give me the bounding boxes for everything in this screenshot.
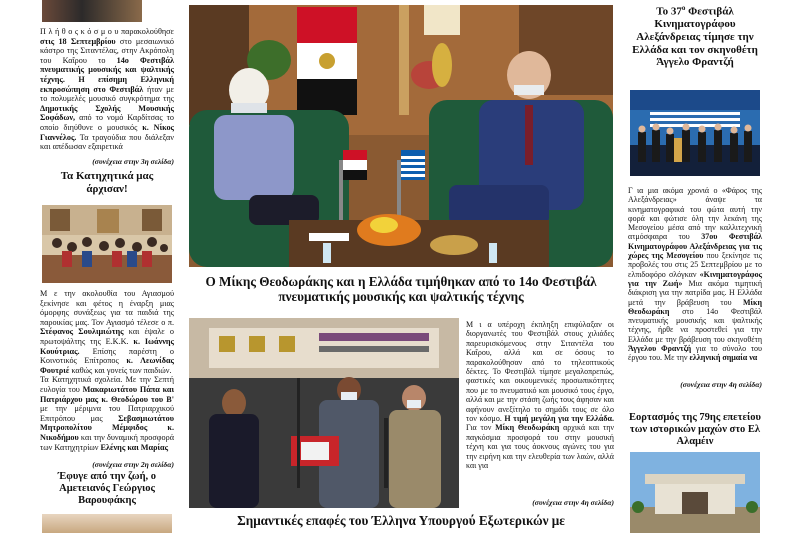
second-headline: Σημαντικές επαφές του Έλληνα Υπουργού Εξωτερικών με [237, 513, 565, 528]
award-article-text: Μ ι α υπέροχη έκπληξη επιφύλαξαν οι διοργανωτές του Φεστιβάλ στους χιλιάδες παρευρισκόμενους στην Σιταντέλα του Καΐρου, αλλά και σε όσους το παρακολούθησαν από το τηλεοπτικούς δέκτες. Το Φεστιβάλ τίμησε μεγαλοπρεπώς, φαστικές και οικουμενικές προσωπικότητες που με το πνευματικό και μουσικό τους έργο, αλλά και με την στάση ζωής τους άφησαν και αφήνουν ανεξίτηλο το σημάδι τους σε όλο τον κόσμο. Η τιμή μεγάλη για την Ελλάδα. Για τον Μίκη Θεοδωράκη αρχικά και την παγκόσμια προσφορά του στην μουσική τέχνη και για τους άοκνους αγώνες του για την ειρήνη και την ελευθερία των λαών, αλλά και για [466, 320, 615, 471]
film-festival-photo [630, 90, 760, 176]
top-left-photo [42, 0, 142, 22]
alamein-headline: Εορτασμός της 79ης επετείου των ιστορικών μαχών στο Ελ Αλαμέιν [629, 412, 761, 448]
film-festival-article-text: Γ ια μια ακόμα χρονιά ο «Φάρος της Αλεξάνδρειας» άναψε τα κινηματογραφικά του φώτα αυτή την φορά και φώτισε όλη την λεκάνη της Μεσογείου μέσα από την καλλιτεχνική ατμόσφαιρα του 37ου Φεστιβάλ Κινηματογράφου Αλεξάνδρειας για τις χώρες της Μεσογείου που ξεκίνησε τις προβολές του στις 25 Σεπτεμβρίου με το ελπιδοφόρο σλόγκαν «Κινηματογράφος για την Ζωή» Μια ακόμα τιμητική διάκριση για την πατρίδα μας. Η Ελλάδα μετά την βράβευση του Μίκη Θεοδωράκη στο 14ο Φεστιβάλ πνευματικής μουσικής και ψαλτικής τέχνης, ήρθε να προστεθεί για την Ελλάδα με την βράβευση του σκηνοθέτη Άγγελου Φραντζή για το σύνολο του έργου του. Με την ελληνική σημαία να [628, 186, 763, 363]
continuation-note: (συνέχεια στην 4η σελίδα) [680, 380, 762, 389]
festival-article-text: Π λ ή θ ο ς κ ό σ μ ο υ παρακολούθησε στις 18 Σεπτεμβρίου στο μεσαιωνικό κάστρο της Σιταντέλας, στην Ακρόπολη του Καΐρου το 14ο Φεστιβάλ πνευματικής μουσικής και ψαλτικής τέχνης. Η επίσημη Ελληνική εκπροσώπηση στο Φεστιβάλ ήταν με το πολυμελές μουσικό συγκρότημα της Δημοτικής Σχολής Μουσικής Σοφάδων, από το νομό Καρδίτσας το οποίο διηύθυνε ο μουσικός κ. Νίκος Γιαννέλος. Τα τραγούδια που διάλεξαν και απέδωσαν εξαιρετικά [40, 27, 175, 152]
film-festival-headline: Το $37^o$ Φεστιβάλ Κινηματογράφου Αλεξάνδρειας τίμησε την Ελλάδα και τον σκηνοθέτη Άγγελο Φραντζή [632, 4, 758, 69]
continuation-note: (συνέχεια στην 3η σελίδα) [92, 157, 174, 166]
continuation-note: (συνέχεια στην 4η σελίδα) [532, 498, 614, 507]
main-headline: Ο Μίκης Θεοδωράκης και η Ελλάδα τιμήθηκαν από το 14ο Φεστιβάλ πνευματικής μουσικής και ψαλτικής τέχνης [205, 274, 597, 305]
obituary-photo [42, 514, 172, 533]
catechism-headline: Τα Κατηχητικά μας άρχισαν! [60, 170, 154, 195]
catechism-photo [42, 205, 172, 283]
catechism-article-text: Μ ε την ακολουθία του Αγιασμού ξεκίνησε και φέτος η έναρξη μιας όμορφης συνάξεως για τα παιδιά της παροικίας μας. Τον Αγιασμό τέλεσε ο π. Στέφανος Σουλιμιώτης και έψαλε ο πρωτοψάλτης της Ε.Κ.Κ. κ. Ιωάννης Κουύτριας. Επίσης παρέστη ο Κοινοτικός Επίτροπος κ. Λεωνίδας Φουτριέ καθώς και γονείς των παιδιών. Τα Κατηχητικά σχολεία. Με την Σεπτή ευλογία του Μακαριωτάτου Πάπα και Πατριάρχου μας κ. Θεοδώρου του Β' με την μέριμνα του Πατριαρχικού Επιτρόπου μας Σεβασμιωτάτου Μητροπολίτου Μέμφιδος κ. Νικοδήμου και την δυναμική προσφορά των Κατηχητρίων Ελένης και Μαρίας [40, 289, 175, 452]
alamein-photo [630, 452, 760, 533]
meeting-photo [189, 5, 613, 267]
continuation-note: (συνέχεια στην 2η σελίδα) [92, 460, 174, 469]
award-photo [189, 318, 459, 508]
obituary-headline: Έφυγε από την ζωή, ο Αμετειανός Γεώργιος Βαρουφάκης [57, 471, 157, 507]
